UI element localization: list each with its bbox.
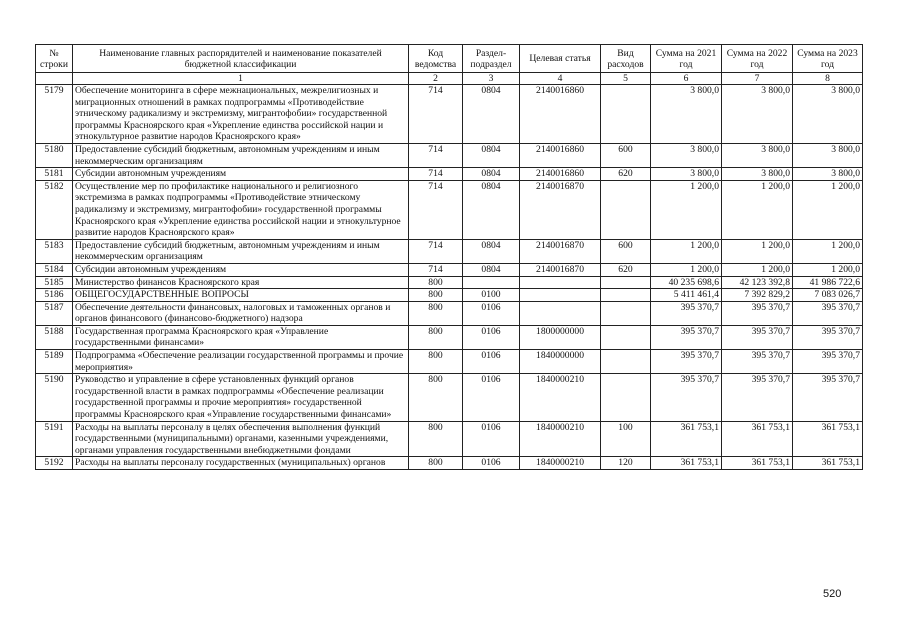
section-cell: 0106 [463,457,520,470]
dept-code-cell: 800 [409,276,463,289]
dept-code-cell: 714 [409,143,463,167]
header-row-number: № строки [36,45,73,73]
sum-2022-cell: 395 370,7 [722,325,793,349]
header-target-article: Целевая статья [520,45,601,73]
dept-code-cell: 800 [409,350,463,374]
sum-2022-cell: 1 200,0 [722,263,793,276]
section-cell: 0106 [463,421,520,457]
row-number-cell: 5181 [36,168,73,181]
dept-code-cell: 714 [409,168,463,181]
sum-2023-cell: 1 200,0 [793,180,863,239]
row-name-cell: Расходы на выплаты персоналу в целях обеспечения выполнения функций государственными (муниципальными) органами, казенными учреждениями, органами управления государственными внебюджетными фондами [73,421,409,457]
expense-kind-cell [601,180,651,239]
header-sum-2022: Сумма на 2022 год [722,45,793,73]
sum-2023-cell: 395 370,7 [793,374,863,421]
section-cell: 0804 [463,85,520,144]
sum-2021-cell: 3 800,0 [651,143,722,167]
row-number-cell: 5187 [36,301,73,325]
table-row [36,276,863,289]
sum-2021-cell: 1 200,0 [651,239,722,263]
target-article-cell: 2140016870 [520,239,601,263]
row-number-cell: 5182 [36,180,73,239]
sum-2022-cell: 361 753,1 [722,421,793,457]
table-row [36,289,863,302]
section-cell: 0804 [463,168,520,181]
sum-2023-cell: 395 370,7 [793,301,863,325]
column-number: 2 [409,73,463,85]
target-article-cell: 2140016860 [520,143,601,167]
table-row [36,325,863,349]
row-name-cell: Государственная программа Красноярского края «Управление государственными финансами» [73,325,409,349]
row-name-cell: Обеспечение мониторинга в сфере межнациональных, межрелигиозных и миграционных отношений в рамках подпрограммы «Противодействие этническому радикализму и экстремизму, мигрантофобии» государственной программы Красноярского края «Укрепление единства российской нации и этнокультурное развитие народов Красноярского края» [73,85,409,144]
row-number-cell: 5188 [36,325,73,349]
header-sum-2021: Сумма на 2021 год [651,45,722,73]
header-expense-kind: Вид расходов [601,45,651,73]
target-article-cell: 1840000210 [520,374,601,421]
column-number: 7 [722,73,793,85]
sum-2021-cell: 395 370,7 [651,350,722,374]
sum-2021-cell: 5 411 461,4 [651,289,722,302]
dept-code-cell: 800 [409,421,463,457]
sum-2022-cell: 395 370,7 [722,350,793,374]
dept-code-cell: 800 [409,374,463,421]
budget-table-container [35,44,863,470]
table-row [36,180,863,239]
dept-code-cell: 800 [409,301,463,325]
sum-2021-cell: 395 370,7 [651,325,722,349]
section-cell: 0804 [463,143,520,167]
expense-kind-cell: 120 [601,457,651,470]
row-number-cell: 5180 [36,143,73,167]
row-number-cell: 5183 [36,239,73,263]
section-cell: 0106 [463,301,520,325]
row-name-cell: Министерство финансов Красноярского края [73,276,409,289]
column-number: 3 [463,73,520,85]
table-row [36,301,863,325]
row-name-cell: Субсидии автономным учреждениям [73,168,409,181]
row-number-cell: 5192 [36,457,73,470]
row-name-cell: Расходы на выплаты персоналу государственных (муниципальных) органов [73,457,409,470]
section-cell: 0804 [463,180,520,239]
sum-2023-cell: 395 370,7 [793,350,863,374]
sum-2023-cell: 1 200,0 [793,263,863,276]
target-article-cell [520,289,601,302]
table-row [36,263,863,276]
sum-2022-cell: 42 123 392,8 [722,276,793,289]
expense-kind-cell: 620 [601,168,651,181]
row-number-cell: 5184 [36,263,73,276]
table-row [36,239,863,263]
target-article-cell: 1800000000 [520,325,601,349]
row-number-cell: 5179 [36,85,73,144]
sum-2021-cell: 361 753,1 [651,457,722,470]
dept-code-cell: 714 [409,263,463,276]
sum-2022-cell: 3 800,0 [722,168,793,181]
target-article-cell [520,301,601,325]
row-name-cell: Субсидии автономным учреждениям [73,263,409,276]
target-article-cell: 2140016860 [520,85,601,144]
sum-2021-cell: 361 753,1 [651,421,722,457]
sum-2023-cell: 41 986 722,6 [793,276,863,289]
row-number-cell: 5190 [36,374,73,421]
row-number-cell: 5185 [36,276,73,289]
row-number-cell: 5191 [36,421,73,457]
sum-2022-cell: 3 800,0 [722,143,793,167]
section-cell [463,276,520,289]
sum-2022-cell: 361 753,1 [722,457,793,470]
expense-kind-cell [601,276,651,289]
sum-2021-cell: 40 235 698,6 [651,276,722,289]
column-number: 1 [73,73,409,85]
column-number: 5 [601,73,651,85]
column-number: 4 [520,73,601,85]
expense-kind-cell: 600 [601,239,651,263]
sum-2021-cell: 395 370,7 [651,374,722,421]
expense-kind-cell [601,350,651,374]
header-section: Раздел-подраздел [463,45,520,73]
sum-2021-cell: 1 200,0 [651,263,722,276]
section-cell: 0106 [463,350,520,374]
target-article-cell: 2140016860 [520,168,601,181]
table-row [36,168,863,181]
row-name-cell: Осуществление мер по профилактике национального и религиозного экстремизма в рамках подпрограммы «Противодействие этническому радикализму и экстремизму, мигрантофобии» государственной программы Красноярского края «Укрепление единства российской нации и этнокультурное развитие народов Красноярского края» [73,180,409,239]
sum-2022-cell: 3 800,0 [722,85,793,144]
column-number-row [36,73,863,85]
column-number: 8 [793,73,863,85]
target-article-cell [520,276,601,289]
header-name: Наименование главных распорядителей и наименование показателей бюджетной классификации [73,45,409,73]
dept-code-cell: 714 [409,85,463,144]
target-article-cell: 2140016870 [520,180,601,239]
dept-code-cell: 800 [409,457,463,470]
expense-kind-cell [601,325,651,349]
section-cell: 0106 [463,374,520,421]
sum-2023-cell: 361 753,1 [793,421,863,457]
sum-2021-cell: 1 200,0 [651,180,722,239]
section-cell: 0804 [463,239,520,263]
section-cell: 0106 [463,325,520,349]
table-row [36,143,863,167]
row-name-cell: Руководство и управление в сфере установленных функций органов государственной власти в рамках подпрограммы «Обеспечение реализации государственной программы и прочие мероприятия» государственной программы Красноярского края «Управление государственными финансами» [73,374,409,421]
sum-2022-cell: 395 370,7 [722,374,793,421]
sum-2022-cell: 7 392 829,2 [722,289,793,302]
sum-2021-cell: 3 800,0 [651,85,722,144]
dept-code-cell: 714 [409,239,463,263]
table-row [36,374,863,421]
row-name-cell: Обеспечение деятельности финансовых, налоговых и таможенных органов и органов финансового (финансово-бюджетного) надзора [73,301,409,325]
dept-code-cell: 800 [409,325,463,349]
expense-kind-cell [601,301,651,325]
expense-kind-cell [601,374,651,421]
target-article-cell: 1840000000 [520,350,601,374]
sum-2023-cell: 7 083 026,7 [793,289,863,302]
sum-2022-cell: 395 370,7 [722,301,793,325]
header-dept-code: Код ведомства [409,45,463,73]
table-body [36,85,863,470]
row-name-cell: Предоставление субсидий бюджетным, автономным учреждениям и иным некоммерческим организациям [73,143,409,167]
section-cell: 0100 [463,289,520,302]
sum-2023-cell: 3 800,0 [793,85,863,144]
sum-2023-cell: 3 800,0 [793,168,863,181]
sum-2023-cell: 361 753,1 [793,457,863,470]
sum-2023-cell: 1 200,0 [793,239,863,263]
row-number-cell: 5186 [36,289,73,302]
sum-2022-cell: 1 200,0 [722,180,793,239]
column-number: 6 [651,73,722,85]
expense-kind-cell: 600 [601,143,651,167]
sum-2021-cell: 3 800,0 [651,168,722,181]
row-number-cell: 5189 [36,350,73,374]
column-number [36,73,73,85]
header-sum-2023: Сумма на 2023 год [793,45,863,73]
dept-code-cell: 800 [409,289,463,302]
row-name-cell: Подпрограмма «Обеспечение реализации государственной программы и прочие мероприятия» [73,350,409,374]
sum-2023-cell: 395 370,7 [793,325,863,349]
expense-kind-cell [601,289,651,302]
table-row [36,350,863,374]
dept-code-cell: 714 [409,180,463,239]
table-row [36,85,863,144]
table-header-row [36,45,863,73]
row-name-cell: Предоставление субсидий бюджетным, автономным учреждениям и иным некоммерческим организациям [73,239,409,263]
expense-kind-cell [601,85,651,144]
table-row [36,457,863,470]
sum-2021-cell: 395 370,7 [651,301,722,325]
expense-kind-cell: 620 [601,263,651,276]
row-name-cell: ОБЩЕГОСУДАРСТВЕННЫЕ ВОПРОСЫ [73,289,409,302]
target-article-cell: 1840000210 [520,421,601,457]
page-number: 520 [823,588,842,600]
sum-2023-cell: 3 800,0 [793,143,863,167]
section-cell: 0804 [463,263,520,276]
target-article-cell: 2140016870 [520,263,601,276]
sum-2022-cell: 1 200,0 [722,239,793,263]
table-row [36,421,863,457]
expense-kind-cell: 100 [601,421,651,457]
budget-table [35,44,863,470]
target-article-cell: 1840000210 [520,457,601,470]
